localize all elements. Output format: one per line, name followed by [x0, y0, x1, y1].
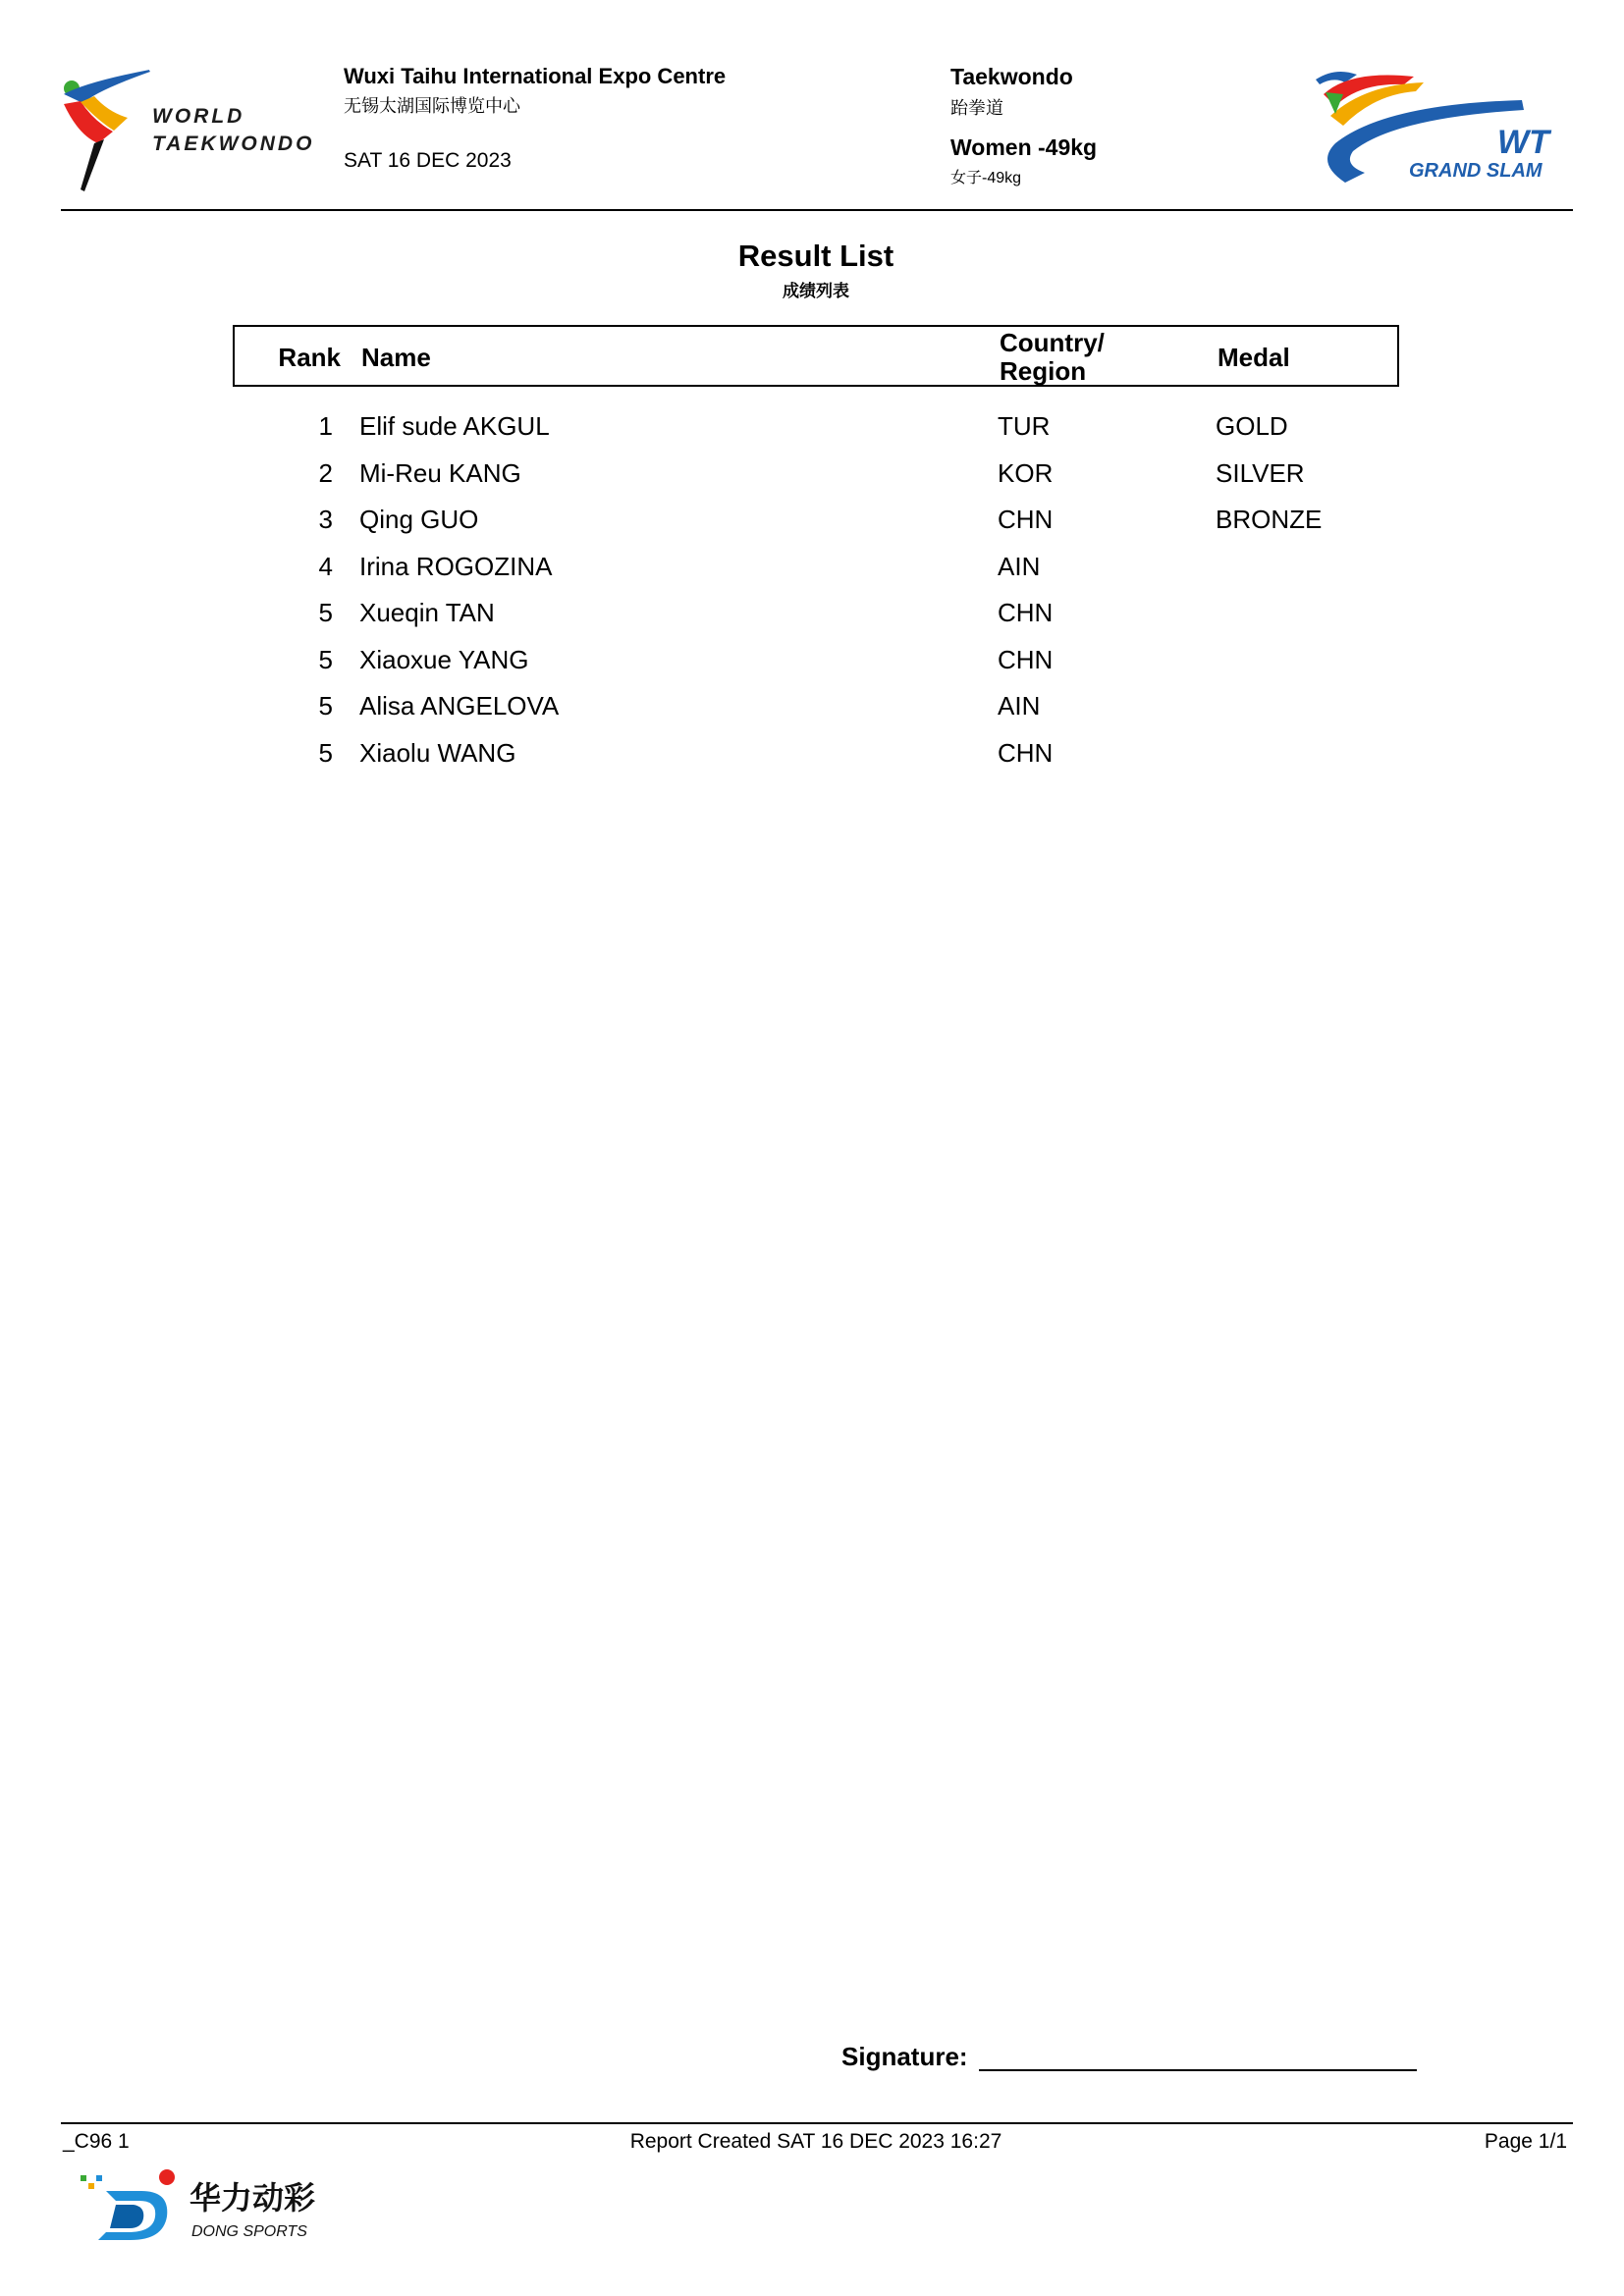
sport-name: Taekwondo	[950, 64, 1073, 89]
results-table-header	[233, 325, 1399, 387]
weight-category: Women -49kg	[950, 134, 1098, 160]
cell-rank: 5	[318, 737, 333, 768]
column-header-rank: Rank	[278, 343, 341, 372]
cell-name: Qing GUO	[359, 505, 479, 534]
document-title-chinese: 成绩列表	[783, 282, 849, 300]
page-number: Page 1/1	[1484, 2130, 1567, 2153]
dong-sports-logo	[77, 2162, 371, 2250]
cell-rank: 3	[318, 505, 333, 534]
table-row	[233, 454, 1399, 501]
grand-slam-emblem-icon	[1306, 65, 1571, 192]
cell-medal: BRONZE	[1216, 505, 1323, 534]
sport-name-chinese: 跆拳道	[950, 98, 1003, 118]
cell-rank: 4	[318, 551, 333, 581]
signature-label: Signature:	[841, 2042, 968, 2071]
logo-text-world: WORLD	[152, 105, 245, 128]
cell-country: CHN	[998, 505, 1054, 534]
column-header-name: Name	[361, 343, 431, 372]
cell-name: Xueqin TAN	[359, 598, 495, 627]
table-row	[233, 500, 1399, 547]
cell-country: CHN	[998, 598, 1054, 627]
dong-sports-emblem-icon	[77, 2162, 371, 2250]
cell-name: Xiaoxue YANG	[359, 644, 529, 674]
cell-name: Xiaolu WANG	[359, 737, 516, 768]
header-divider	[61, 209, 1573, 211]
table-row	[233, 406, 1399, 454]
venue-name-chinese: 无锡太湖国际博览中心	[344, 96, 520, 116]
world-taekwondo-logo	[59, 67, 334, 194]
document-title: Result List	[737, 239, 894, 273]
wt-grand-slam-logo	[1306, 65, 1571, 192]
cell-country: KOR	[998, 457, 1054, 488]
cell-rank: 5	[318, 644, 333, 674]
signature-line	[979, 2069, 1417, 2071]
table-row	[233, 733, 1399, 780]
report-created-timestamp: Report Created SAT 16 DEC 2023 16:27	[629, 2130, 1002, 2153]
cell-medal: SILVER	[1216, 457, 1305, 488]
column-header-country-region: Country/ Region	[1000, 328, 1105, 386]
logo-text-wt: WT	[1497, 124, 1549, 161]
sponsor-name-english: DONG SPORTS	[191, 2223, 307, 2240]
logo-text-grand-slam: GRAND SLAM	[1409, 160, 1543, 182]
cell-country: CHN	[998, 644, 1054, 674]
cell-name: Mi-Reu KANG	[359, 457, 521, 488]
sponsor-name-chinese: 华力动彩	[189, 2179, 316, 2216]
table-row	[233, 640, 1399, 687]
cell-name: Alisa ANGELOVA	[359, 691, 560, 721]
cell-country: CHN	[998, 737, 1054, 768]
cell-name: Irina ROGOZINA	[359, 551, 553, 581]
cell-country: AIN	[998, 551, 1041, 581]
world-taekwondo-emblem-icon	[59, 67, 152, 194]
cell-country: AIN	[998, 691, 1041, 721]
footer-divider	[61, 2122, 1573, 2124]
cell-name: Elif sude AKGUL	[359, 411, 550, 441]
cell-country: TUR	[998, 411, 1051, 441]
cell-rank: 1	[318, 411, 333, 441]
table-row	[233, 686, 1399, 733]
cell-medal: GOLD	[1216, 411, 1288, 441]
weight-category-chinese: 女子-49kg	[950, 170, 1022, 187]
event-date: SAT 16 DEC 2023	[344, 149, 512, 172]
cell-rank: 5	[318, 598, 333, 627]
venue-name: Wuxi Taihu International Expo Centre	[344, 64, 727, 88]
results-table-body	[233, 406, 1399, 779]
cell-rank: 2	[318, 457, 333, 488]
document-code: _C96 1	[63, 2130, 130, 2153]
table-row	[233, 547, 1399, 594]
column-header-medal: Medal	[1218, 343, 1290, 372]
cell-rank: 5	[318, 691, 333, 721]
logo-text-taekwondo: TAEKWONDO	[152, 133, 315, 155]
table-row	[233, 593, 1399, 640]
